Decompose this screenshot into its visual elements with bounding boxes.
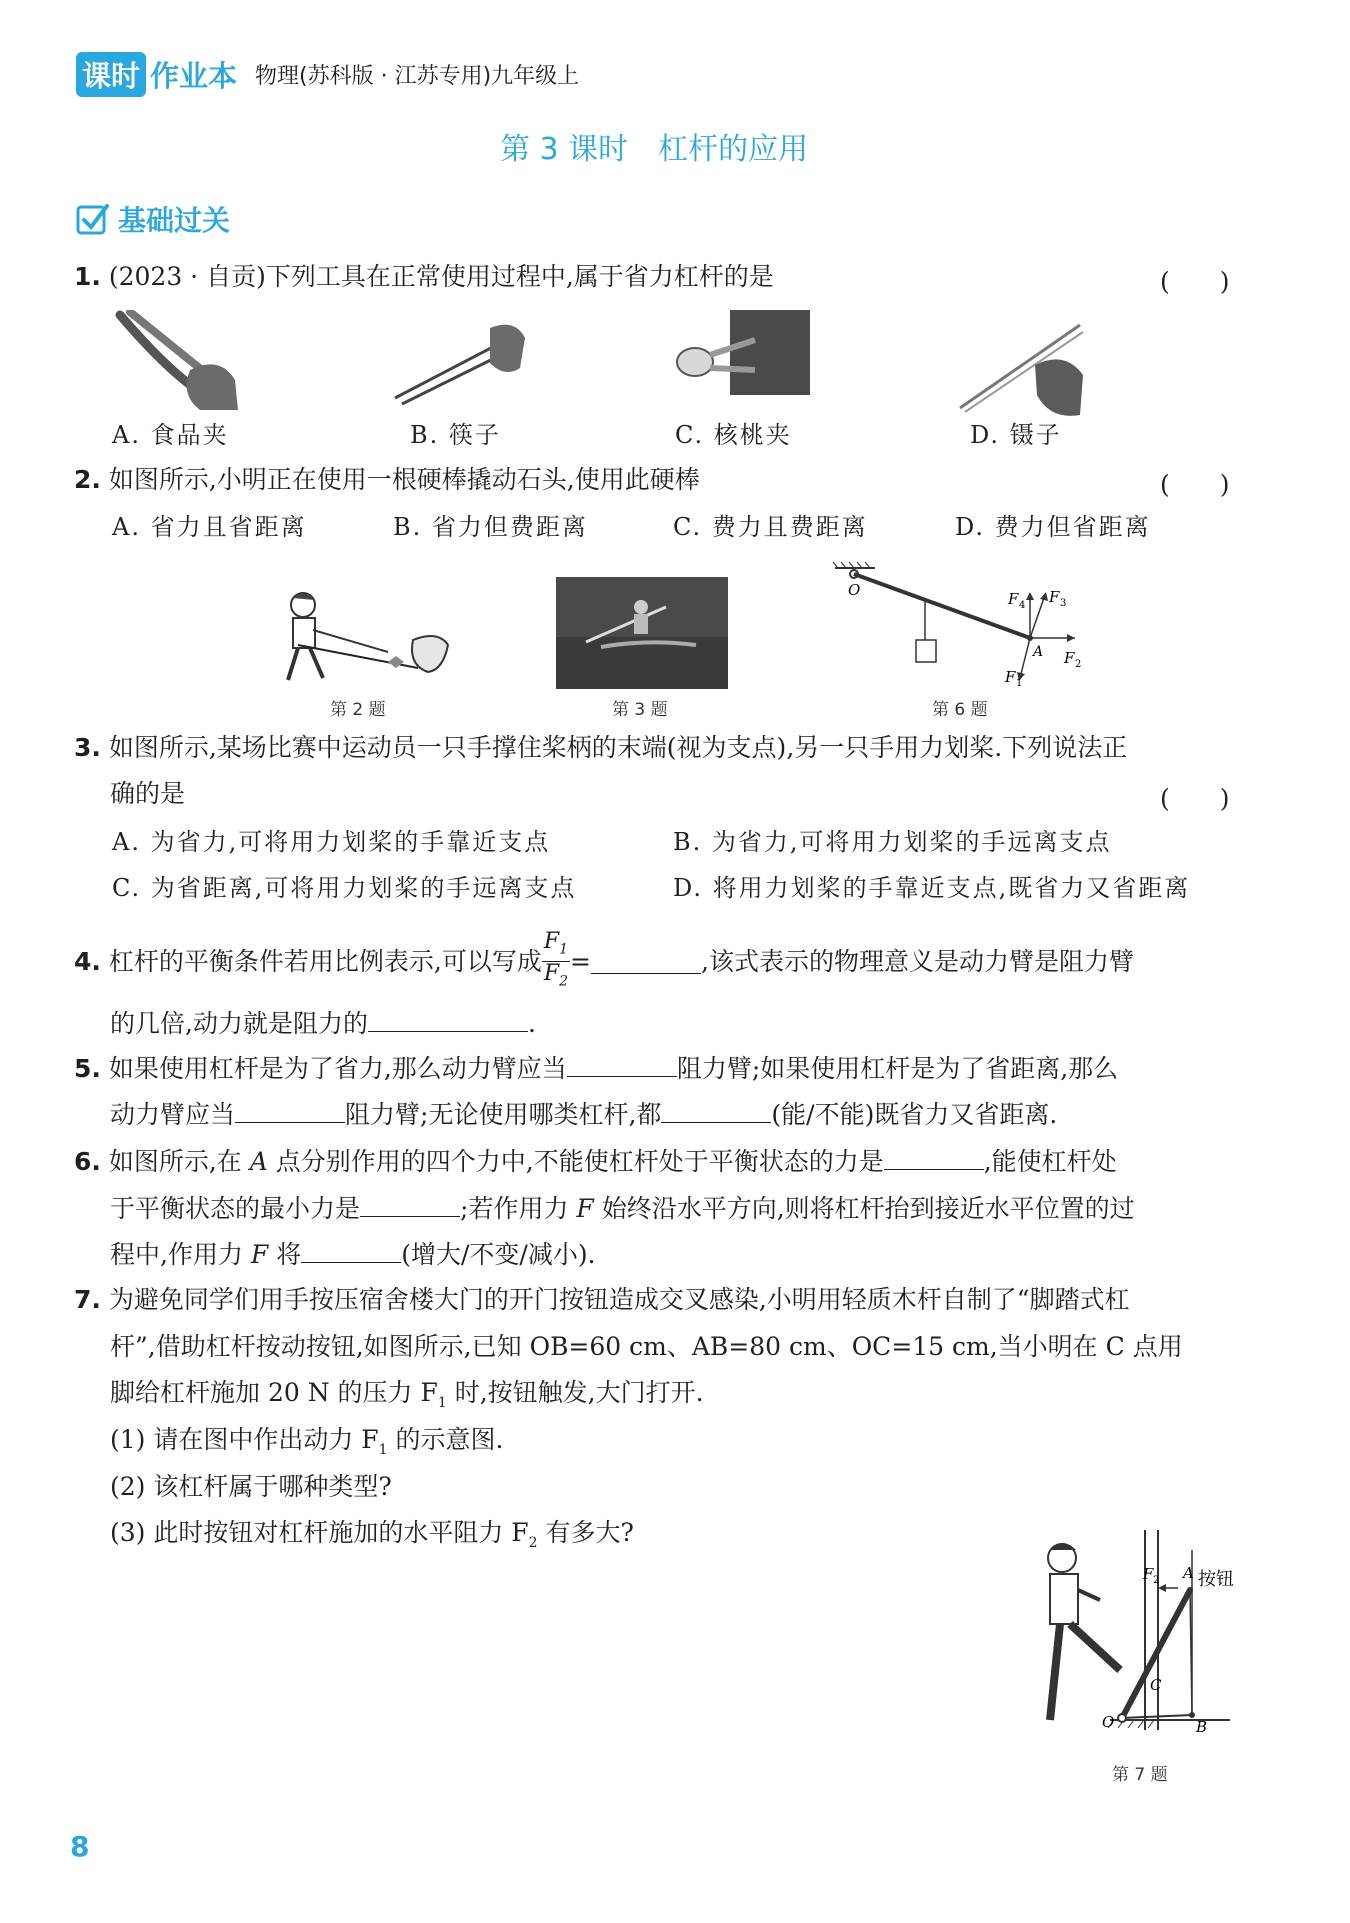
- fig7-label-f2: F: [1143, 1565, 1154, 1583]
- question-text: ,能使杠杆处: [983, 1147, 1117, 1176]
- fig6-label-f1-sub: 1: [1016, 678, 1023, 689]
- question-7-sub1: [110, 1425, 503, 1465]
- q3-option-b: B. 为省力,可将用力划桨的手远离支点: [673, 828, 1112, 856]
- question-text: 如果使用杠杆是为了省力,那么动力臂应当: [108, 1054, 567, 1083]
- food-tongs-image: [110, 310, 240, 415]
- fraction-numerator: F: [543, 929, 560, 954]
- fig6-label-f3-sub: 3: [1060, 598, 1067, 609]
- checkbox-icon: [76, 202, 110, 236]
- q2-option-a: A. 省力且省距离: [112, 513, 307, 541]
- subscript: 1: [437, 1395, 447, 1411]
- question-3-line2: 确的是: [110, 779, 186, 808]
- question-text: 将: [268, 1240, 302, 1269]
- fig7-label-c: C: [1150, 1676, 1162, 1694]
- q1-option-c: C. 核桃夹: [675, 421, 792, 449]
- q2-option-d: D. 费力但省距离: [955, 513, 1151, 541]
- question-5-line2: [110, 1098, 1057, 1130]
- question-number: 1.: [74, 262, 101, 291]
- fig6-label-f4: F: [1008, 590, 1019, 608]
- question-text: 动力臂应当: [110, 1100, 236, 1129]
- chopsticks-image: [390, 318, 530, 408]
- fig7-label-b: B: [1196, 1718, 1208, 1736]
- question-text-cont: ,该式表示的物理意义是动力臂是阻力臂: [701, 946, 1134, 976]
- fig6-caption: 第 6 题: [932, 700, 988, 720]
- page-number: 8: [70, 1830, 90, 1863]
- question-7-sub2: (2) 该杠杆属于哪种类型?: [110, 1472, 392, 1501]
- q3-option-d: D. 将用力划桨的手靠近支点,既省力又省距离: [673, 874, 1191, 902]
- question-text: (能/不能)既省力又省距离.: [771, 1100, 1058, 1129]
- question-text: 如图所示,在: [108, 1147, 250, 1176]
- question-7-line3: [110, 1378, 704, 1418]
- question-number: 5.: [74, 1054, 101, 1083]
- question-6-line3: [110, 1238, 596, 1270]
- section-heading: [76, 199, 230, 239]
- point-a-label: A: [249, 1147, 268, 1176]
- question-text: 脚给杠杆施加 20 N 的压力 F: [110, 1378, 438, 1407]
- question-text: 杠杆的平衡条件若用比例表示,可以写成: [108, 946, 542, 976]
- subscript: 1: [378, 1442, 388, 1458]
- force-f-label: F: [250, 1240, 269, 1269]
- question-3: [74, 733, 1127, 763]
- subject-label: 物理(苏科版 · 江苏专用)九年级上: [255, 63, 580, 89]
- answer-bracket: ( ): [1160, 267, 1230, 296]
- question-6: [74, 1145, 1117, 1177]
- q2-option-c: C. 费力且费距离: [673, 513, 868, 541]
- fig7-label-f2-sub: 2: [1153, 1575, 1160, 1586]
- question-text: 始终沿水平方向,则将杠杆抬到接近水平位置的过: [593, 1194, 1135, 1223]
- q1-option-b: B. 筷子: [410, 421, 501, 449]
- question-text: 于平衡状态的最小力是: [110, 1194, 361, 1223]
- fig7-label-a: A: [1183, 1564, 1194, 1582]
- fig6-label-f4-sub: 4: [1019, 600, 1026, 611]
- answer-blank[interactable]: [661, 1098, 771, 1123]
- question-text: ;若作用力: [460, 1194, 577, 1223]
- answer-blank[interactable]: [360, 1192, 460, 1217]
- brand-logo-text: 作业本: [150, 58, 238, 93]
- fig7-caption: 第 7 题: [1112, 1765, 1168, 1785]
- fig6-lever-diagram: [830, 560, 1090, 695]
- walnut-cracker-image: [675, 310, 810, 395]
- question-text: 程中,作用力: [110, 1240, 251, 1269]
- answer-blank[interactable]: [368, 1007, 528, 1032]
- question-4-line2: [110, 1007, 536, 1039]
- fig6-label-o: O: [848, 581, 861, 599]
- fig3-caption: 第 3 题: [612, 700, 668, 720]
- answer-bracket: ( ): [1160, 470, 1230, 499]
- question-text: 如图所示,小明正在使用一根硬棒撬动石头,使用此硬棒: [108, 465, 700, 494]
- question-text: 时,按钮触发,大门打开.: [446, 1378, 704, 1407]
- question-text: 的示意图.: [387, 1425, 504, 1454]
- answer-bracket: ( ): [1160, 784, 1230, 813]
- question-number: 7.: [74, 1285, 101, 1314]
- question-number: 4.: [74, 946, 101, 976]
- q1-option-a: A. 食品夹: [112, 421, 229, 449]
- question-text: (3) 此时按钮对杠杆施加的水平阻力 F: [110, 1518, 529, 1547]
- fig2-boy-lever-illustration: [268, 590, 458, 690]
- page-title: 第 3 课时 杠杆的应用: [500, 132, 809, 167]
- equals-sign: =: [570, 946, 591, 976]
- answer-blank[interactable]: [301, 1238, 401, 1263]
- question-text: (增大/不变/减小).: [401, 1240, 596, 1269]
- fig6-label-f2: F: [1064, 649, 1075, 667]
- subscript: 2: [528, 1535, 538, 1551]
- period: .: [527, 1009, 536, 1038]
- fraction-denominator: F: [543, 961, 560, 987]
- q1-option-d: D. 镊子: [970, 421, 1062, 449]
- question-4: [74, 930, 1134, 994]
- question-5: [74, 1052, 1118, 1084]
- fig7-label-button: 按钮: [1198, 1569, 1234, 1590]
- q3-option-c: C. 为省距离,可将用力划桨的手远离支点: [112, 874, 577, 902]
- question-text-line1: 如图所示,某场比赛中运动员一只手撑住桨柄的末端(视为支点),另一只手用力划桨.下列说法正: [108, 733, 1128, 762]
- question-number: 6.: [74, 1147, 101, 1176]
- question-text: 阻力臂;如果使用杠杆是为了省距离,那么: [676, 1054, 1119, 1083]
- fig6-label-f3: F: [1049, 588, 1060, 606]
- answer-blank[interactable]: [567, 1052, 677, 1077]
- question-7-sub3: [110, 1518, 634, 1558]
- q3-option-a: A. 为省力,可将用力划桨的手靠近支点: [112, 828, 551, 856]
- tweezers-image: [955, 320, 1090, 420]
- question-7: [74, 1285, 1130, 1315]
- question-number: 3.: [74, 733, 101, 762]
- answer-blank[interactable]: [235, 1098, 345, 1123]
- question-text: (1) 请在图中作出动力 F: [110, 1425, 379, 1454]
- question-text: (2023 · 自贡)下列工具在正常使用过程中,属于省力杠杆的是: [108, 262, 774, 291]
- fraction-numerator-sub: 1: [559, 941, 569, 958]
- fig7-label-o: O: [1102, 1713, 1115, 1731]
- question-text: 为避免同学们用手按压宿舍楼大门的开门按钮造成交叉感染,小明用轻质木杆自制了“脚踏式杠: [108, 1285, 1130, 1314]
- question-2: [74, 465, 700, 495]
- fig3-kayak-photo: [556, 577, 728, 689]
- header-brand: [76, 54, 579, 94]
- question-1: [74, 262, 774, 292]
- fig6-label-f1: F: [1005, 668, 1016, 686]
- fig6-label-f2-sub: 2: [1075, 659, 1082, 670]
- fig6-label-a: A: [1033, 644, 1044, 660]
- brand-logo-box: 课时: [76, 52, 146, 97]
- section-title: 基础过关: [118, 204, 231, 237]
- question-text: 点分别作用的四个力中,不能使杠杆处于平衡状态的力是: [267, 1147, 884, 1176]
- answer-blank[interactable]: [884, 1145, 984, 1170]
- question-7-line2: 杆”,借助杠杆按动按钮,如图所示,已知 OB=60 cm、AB=80 cm、OC=15 cm,当小明在 C 点用: [110, 1332, 1183, 1361]
- answer-blank[interactable]: [591, 949, 701, 974]
- q2-option-b: B. 省力但费距离: [393, 513, 588, 541]
- question-number: 2.: [74, 465, 101, 494]
- force-f-label: F: [576, 1194, 594, 1223]
- question-6-line2: [110, 1192, 1135, 1224]
- fig2-caption: 第 2 题: [330, 700, 386, 720]
- fraction-denominator-sub: 2: [559, 973, 569, 990]
- question-text: 的几倍,动力就是阻力的: [110, 1009, 368, 1038]
- fraction-f1-over-f2: [542, 930, 570, 994]
- fig7-foot-lever-illustration: [1030, 1530, 1260, 1740]
- question-text: 有多大?: [537, 1518, 634, 1547]
- question-text: 阻力臂;无论使用哪类杠杆,都: [345, 1100, 662, 1129]
